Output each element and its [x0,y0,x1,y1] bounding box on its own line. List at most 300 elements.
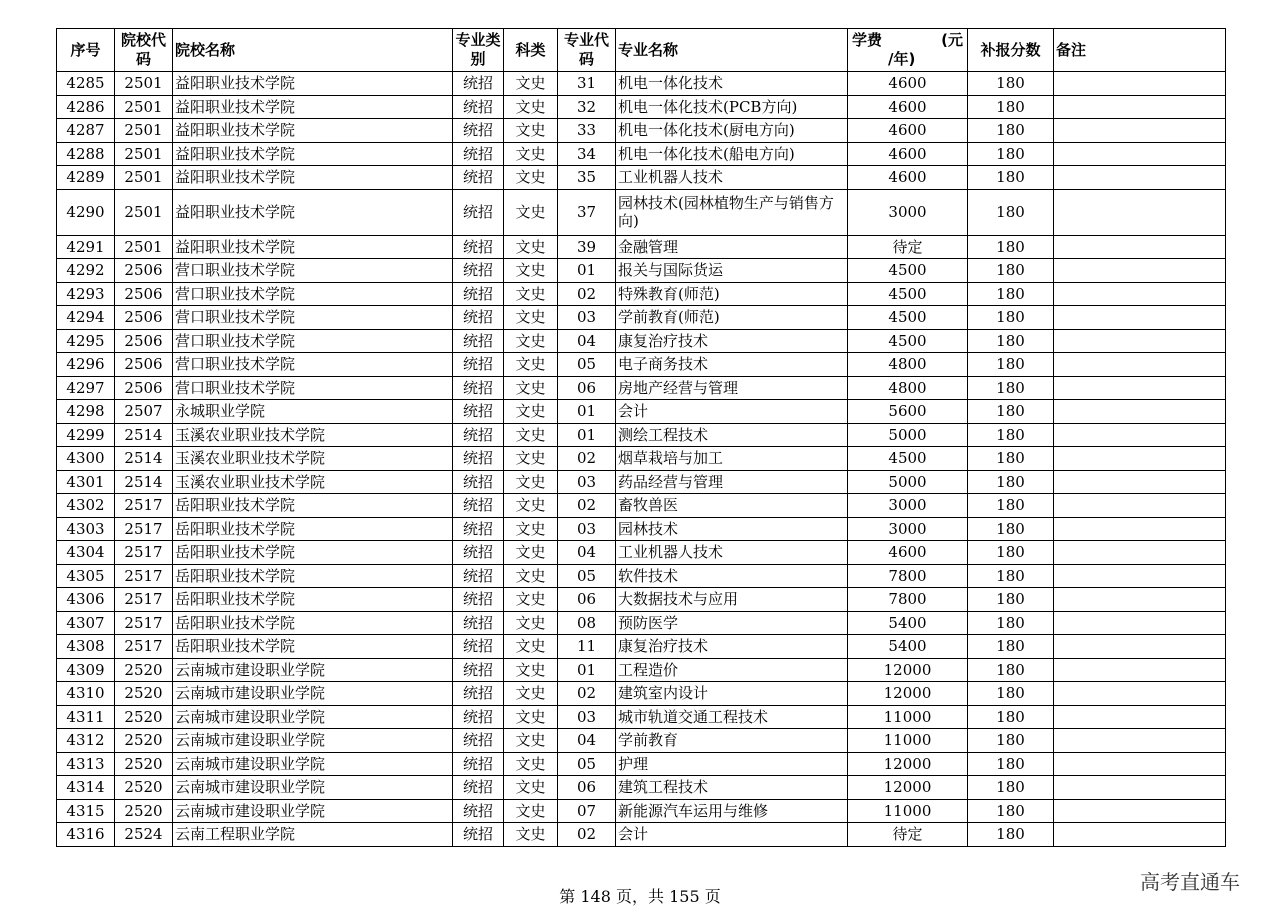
header-fee-unit-open: (元 [941,31,963,49]
cell-major-type: 统招 [453,705,504,729]
cell-school-name: 岳阳职业技术学院 [173,611,453,635]
cell-major-name: 预防医学 [616,611,848,635]
cell-score: 180 [968,400,1054,424]
cell-major-code: 39 [558,235,616,259]
cell-score: 180 [968,353,1054,377]
cell-major-name: 园林技术(园林植物生产与销售方向) [616,189,848,235]
cell-seq: 4309 [57,658,115,682]
cell-school-code: 2501 [115,95,173,119]
cell-school-code: 2501 [115,142,173,166]
cell-major-name: 机电一体化技术(船电方向) [616,142,848,166]
cell-fee: 4600 [848,142,968,166]
cell-remarks [1054,72,1226,96]
header-score: 补报分数 [968,29,1054,72]
watermark-text: 高考直通车 [1140,870,1240,894]
cell-major-name: 新能源汽车运用与维修 [616,799,848,823]
cell-score: 180 [968,729,1054,753]
cell-major-type: 统招 [453,611,504,635]
cell-major-type: 统招 [453,588,504,612]
table-row [57,329,1226,353]
page-number: 第 148 页，共 155 页 [559,887,721,906]
cell-remarks [1054,95,1226,119]
cell-seq: 4313 [57,752,115,776]
cell-fee: 12000 [848,752,968,776]
cell-score: 180 [968,306,1054,330]
cell-subject: 文史 [504,72,558,96]
cell-major-name: 药品经营与管理 [616,470,848,494]
cell-score: 180 [968,635,1054,659]
cell-school-name: 益阳职业技术学院 [173,142,453,166]
table-row [57,494,1226,518]
cell-fee: 待定 [848,235,968,259]
cell-subject: 文史 [504,166,558,190]
cell-major-code: 01 [558,658,616,682]
cell-seq: 4303 [57,517,115,541]
cell-major-name: 会计 [616,823,848,847]
cell-school-name: 益阳职业技术学院 [173,235,453,259]
cell-major-code: 01 [558,400,616,424]
cell-major-name: 大数据技术与应用 [616,588,848,612]
cell-major-code: 03 [558,306,616,330]
cell-score: 180 [968,682,1054,706]
cell-subject: 文史 [504,235,558,259]
cell-major-code: 03 [558,517,616,541]
cell-school-code: 2517 [115,517,173,541]
cell-major-type: 统招 [453,423,504,447]
cell-school-code: 2506 [115,259,173,283]
cell-score: 180 [968,823,1054,847]
table-row [57,799,1226,823]
cell-subject: 文史 [504,635,558,659]
cell-major-type: 统招 [453,823,504,847]
cell-remarks [1054,588,1226,612]
cell-major-type: 统招 [453,353,504,377]
cell-score: 180 [968,329,1054,353]
table-row [57,166,1226,190]
cell-seq: 4311 [57,705,115,729]
cell-subject: 文史 [504,400,558,424]
cell-major-code: 07 [558,799,616,823]
cell-seq: 4294 [57,306,115,330]
cell-school-name: 营口职业技术学院 [173,329,453,353]
cell-subject: 文史 [504,799,558,823]
cell-subject: 文史 [504,142,558,166]
cell-major-name: 建筑室内设计 [616,682,848,706]
cell-subject: 文史 [504,517,558,541]
cell-seq: 4302 [57,494,115,518]
cell-seq: 4298 [57,400,115,424]
cell-school-code: 2517 [115,564,173,588]
cell-major-name: 会计 [616,400,848,424]
cell-subject: 文史 [504,752,558,776]
cell-major-code: 37 [558,189,616,235]
cell-remarks [1054,306,1226,330]
cell-school-name: 益阳职业技术学院 [173,166,453,190]
cell-major-type: 统招 [453,564,504,588]
cell-subject: 文史 [504,119,558,143]
cell-major-type: 统招 [453,166,504,190]
cell-major-code: 34 [558,142,616,166]
cell-seq: 4296 [57,353,115,377]
cell-school-name: 岳阳职业技术学院 [173,588,453,612]
table-row [57,376,1226,400]
cell-fee: 11000 [848,705,968,729]
cell-score: 180 [968,799,1054,823]
table-row [57,682,1226,706]
table-row [57,611,1226,635]
cell-remarks [1054,470,1226,494]
cell-score: 180 [968,119,1054,143]
cell-seq: 4293 [57,282,115,306]
cell-seq: 4304 [57,541,115,565]
cell-subject: 文史 [504,776,558,800]
cell-remarks [1054,282,1226,306]
cell-major-name: 护理 [616,752,848,776]
cell-score: 180 [968,72,1054,96]
cell-subject: 文史 [504,447,558,471]
cell-score: 180 [968,564,1054,588]
cell-school-name: 永城职业学院 [173,400,453,424]
cell-major-code: 11 [558,635,616,659]
cell-major-name: 金融管理 [616,235,848,259]
cell-major-type: 统招 [453,189,504,235]
cell-major-type: 统招 [453,494,504,518]
cell-subject: 文史 [504,494,558,518]
cell-school-name: 云南城市建设职业学院 [173,705,453,729]
cell-seq: 4308 [57,635,115,659]
cell-school-name: 岳阳职业技术学院 [173,494,453,518]
cell-major-name: 学前教育 [616,729,848,753]
cell-fee: 11000 [848,729,968,753]
cell-subject: 文史 [504,729,558,753]
cell-school-name: 云南城市建设职业学院 [173,682,453,706]
cell-major-name: 特殊教育(师范) [616,282,848,306]
header-seq: 序号 [57,29,115,72]
cell-fee: 3000 [848,189,968,235]
cell-subject: 文史 [504,588,558,612]
cell-major-name: 工业机器人技术 [616,541,848,565]
cell-score: 180 [968,705,1054,729]
table-row [57,235,1226,259]
cell-major-type: 统招 [453,658,504,682]
cell-score: 180 [968,235,1054,259]
cell-major-code: 06 [558,588,616,612]
cell-fee: 12000 [848,776,968,800]
cell-major-type: 统招 [453,752,504,776]
cell-school-code: 2514 [115,423,173,447]
header-remarks: 备注 [1054,29,1226,72]
cell-school-name: 岳阳职业技术学院 [173,635,453,659]
cell-major-type: 统招 [453,799,504,823]
cell-remarks [1054,494,1226,518]
cell-major-name: 机电一体化技术 [616,72,848,96]
cell-seq: 4292 [57,259,115,283]
cell-major-type: 统招 [453,635,504,659]
cell-major-code: 05 [558,564,616,588]
cell-score: 180 [968,517,1054,541]
cell-school-name: 岳阳职业技术学院 [173,541,453,565]
table-header-row [57,29,1226,72]
cell-school-name: 益阳职业技术学院 [173,119,453,143]
cell-score: 180 [968,447,1054,471]
cell-fee: 4600 [848,72,968,96]
cell-school-name: 营口职业技术学院 [173,282,453,306]
table-row [57,306,1226,330]
cell-seq: 4286 [57,95,115,119]
cell-major-name: 机电一体化技术(厨电方向) [616,119,848,143]
cell-major-name: 工业机器人技术 [616,166,848,190]
cell-school-code: 2520 [115,705,173,729]
cell-major-code: 04 [558,329,616,353]
table-row [57,705,1226,729]
cell-fee: 待定 [848,823,968,847]
cell-school-name: 益阳职业技术学院 [173,95,453,119]
cell-subject: 文史 [504,306,558,330]
cell-school-name: 营口职业技术学院 [173,306,453,330]
cell-seq: 4299 [57,423,115,447]
cell-school-name: 玉溪农业职业技术学院 [173,447,453,471]
cell-major-code: 31 [558,72,616,96]
cell-school-name: 云南城市建设职业学院 [173,799,453,823]
cell-school-name: 营口职业技术学院 [173,376,453,400]
table-row [57,470,1226,494]
cell-school-code: 2506 [115,329,173,353]
cell-school-name: 云南城市建设职业学院 [173,658,453,682]
cell-major-type: 统招 [453,470,504,494]
table-row [57,823,1226,847]
cell-remarks [1054,611,1226,635]
cell-school-code: 2501 [115,189,173,235]
cell-seq: 4288 [57,142,115,166]
cell-major-type: 统招 [453,376,504,400]
cell-seq: 4310 [57,682,115,706]
table-row [57,541,1226,565]
cell-fee: 4500 [848,259,968,283]
header-major-code: 专业代码 [558,29,616,72]
cell-seq: 4314 [57,776,115,800]
cell-remarks [1054,353,1226,377]
table-row [57,119,1226,143]
cell-major-name: 电子商务技术 [616,353,848,377]
cell-major-code: 05 [558,752,616,776]
cell-major-code: 08 [558,611,616,635]
cell-fee: 4800 [848,353,968,377]
cell-major-code: 32 [558,95,616,119]
cell-subject: 文史 [504,259,558,283]
cell-school-code: 2520 [115,729,173,753]
header-fee-label: 学费 [852,31,883,49]
cell-subject: 文史 [504,282,558,306]
cell-subject: 文史 [504,470,558,494]
cell-major-name: 机电一体化技术(PCB方向) [616,95,848,119]
cell-remarks [1054,752,1226,776]
header-major-name: 专业名称 [616,29,848,72]
table-row [57,189,1226,235]
cell-subject: 文史 [504,329,558,353]
cell-fee: 5000 [848,470,968,494]
cell-seq: 4295 [57,329,115,353]
cell-score: 180 [968,470,1054,494]
cell-remarks [1054,235,1226,259]
cell-school-name: 岳阳职业技术学院 [173,517,453,541]
cell-major-name: 工程造价 [616,658,848,682]
cell-major-code: 01 [558,259,616,283]
cell-score: 180 [968,282,1054,306]
cell-score: 180 [968,142,1054,166]
cell-major-code: 05 [558,353,616,377]
cell-remarks [1054,564,1226,588]
cell-major-code: 02 [558,823,616,847]
cell-score: 180 [968,658,1054,682]
cell-remarks [1054,259,1226,283]
cell-subject: 文史 [504,823,558,847]
cell-remarks [1054,541,1226,565]
cell-school-code: 2514 [115,447,173,471]
cell-major-name: 学前教育(师范) [616,306,848,330]
cell-school-code: 2506 [115,282,173,306]
cell-seq: 4287 [57,119,115,143]
cell-school-name: 玉溪农业职业技术学院 [173,470,453,494]
cell-school-code: 2517 [115,494,173,518]
cell-school-code: 2517 [115,541,173,565]
cell-fee: 3000 [848,517,968,541]
cell-school-name: 营口职业技术学院 [173,259,453,283]
cell-major-name: 城市轨道交通工程技术 [616,705,848,729]
cell-school-code: 2501 [115,72,173,96]
cell-school-name: 益阳职业技术学院 [173,189,453,235]
cell-major-name: 房地产经营与管理 [616,376,848,400]
cell-fee: 4600 [848,541,968,565]
cell-school-name: 云南城市建设职业学院 [173,776,453,800]
cell-fee: 12000 [848,682,968,706]
cell-major-type: 统招 [453,95,504,119]
cell-fee: 5600 [848,400,968,424]
cell-school-code: 2501 [115,235,173,259]
cell-seq: 4316 [57,823,115,847]
cell-major-type: 统招 [453,541,504,565]
cell-remarks [1054,166,1226,190]
cell-major-code: 06 [558,376,616,400]
table-row [57,447,1226,471]
cell-fee: 4500 [848,447,968,471]
cell-major-name: 园林技术 [616,517,848,541]
cell-school-name: 云南城市建设职业学院 [173,729,453,753]
cell-remarks [1054,329,1226,353]
cell-major-name: 康复治疗技术 [616,635,848,659]
cell-major-name: 报关与国际货运 [616,259,848,283]
table-row [57,658,1226,682]
cell-score: 180 [968,541,1054,565]
cell-remarks [1054,799,1226,823]
cell-subject: 文史 [504,353,558,377]
cell-school-code: 2520 [115,682,173,706]
admission-table-container [56,28,1226,847]
cell-seq: 4297 [57,376,115,400]
cell-fee: 11000 [848,799,968,823]
cell-school-code: 2520 [115,799,173,823]
cell-school-name: 益阳职业技术学院 [173,72,453,96]
cell-seq: 4300 [57,447,115,471]
cell-school-code: 2517 [115,588,173,612]
cell-school-code: 2514 [115,470,173,494]
cell-remarks [1054,423,1226,447]
cell-seq: 4306 [57,588,115,612]
table-row [57,564,1226,588]
cell-subject: 文史 [504,189,558,235]
header-major-type: 专业类别 [453,29,504,72]
cell-remarks [1054,658,1226,682]
cell-remarks [1054,189,1226,235]
cell-major-type: 统招 [453,72,504,96]
cell-school-name: 营口职业技术学院 [173,353,453,377]
cell-subject: 文史 [504,658,558,682]
cell-fee: 4500 [848,282,968,306]
cell-fee: 12000 [848,658,968,682]
cell-fee: 5000 [848,423,968,447]
cell-school-code: 2520 [115,776,173,800]
cell-major-name: 测绘工程技术 [616,423,848,447]
header-subject: 科类 [504,29,558,72]
table-row [57,72,1226,96]
cell-school-name: 云南城市建设职业学院 [173,752,453,776]
cell-seq: 4290 [57,189,115,235]
table-body [57,72,1226,847]
table-row [57,635,1226,659]
cell-remarks [1054,729,1226,753]
cell-major-code: 02 [558,494,616,518]
table-row [57,588,1226,612]
cell-subject: 文史 [504,423,558,447]
header-school-code: 院校代码 [115,29,173,72]
cell-remarks [1054,705,1226,729]
cell-remarks [1054,823,1226,847]
cell-major-type: 统招 [453,142,504,166]
cell-score: 180 [968,494,1054,518]
cell-fee: 4600 [848,95,968,119]
cell-fee: 3000 [848,494,968,518]
cell-major-type: 统招 [453,259,504,283]
cell-major-type: 统招 [453,329,504,353]
cell-major-type: 统招 [453,306,504,330]
table-row [57,259,1226,283]
cell-score: 180 [968,588,1054,612]
cell-fee: 4600 [848,119,968,143]
table-row [57,752,1226,776]
cell-school-code: 2517 [115,611,173,635]
cell-seq: 4291 [57,235,115,259]
cell-major-name: 软件技术 [616,564,848,588]
table-row [57,95,1226,119]
cell-subject: 文史 [504,682,558,706]
cell-school-code: 2501 [115,166,173,190]
cell-seq: 4289 [57,166,115,190]
cell-school-code: 2507 [115,400,173,424]
cell-school-code: 2524 [115,823,173,847]
cell-score: 180 [968,95,1054,119]
cell-score: 180 [968,776,1054,800]
cell-major-name: 康复治疗技术 [616,329,848,353]
cell-major-type: 统招 [453,729,504,753]
cell-school-code: 2501 [115,119,173,143]
cell-subject: 文史 [504,95,558,119]
cell-score: 180 [968,752,1054,776]
cell-seq: 4307 [57,611,115,635]
cell-fee: 7800 [848,564,968,588]
cell-fee: 4500 [848,306,968,330]
header-school-name: 院校名称 [173,29,453,72]
table-row [57,353,1226,377]
cell-score: 180 [968,423,1054,447]
